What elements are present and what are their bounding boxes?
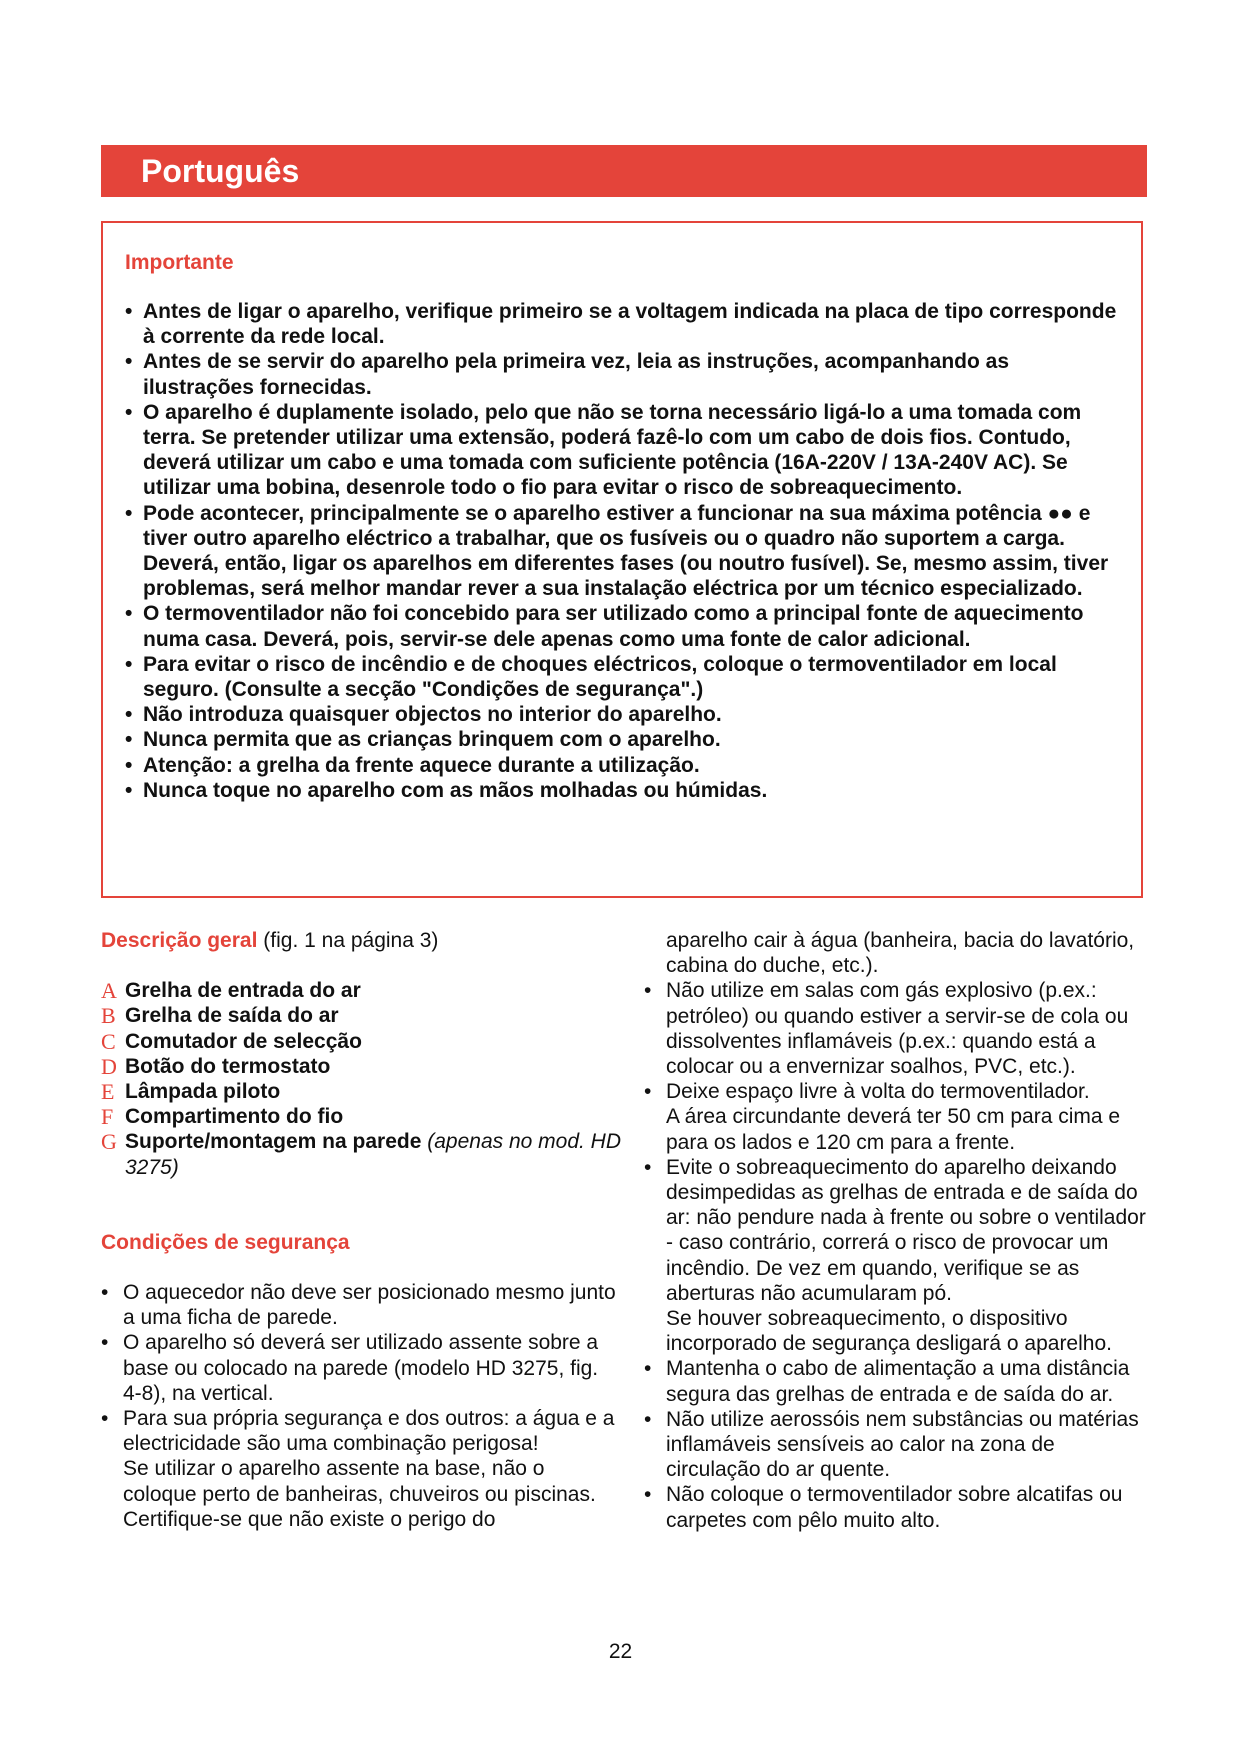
- safety-list-left: [101, 1280, 621, 1532]
- part-note: (apenas no mod. HD 3275): [125, 1130, 622, 1179]
- part-letter: B: [101, 1003, 116, 1029]
- part-item: [101, 1104, 621, 1129]
- parts-list: [101, 978, 621, 1180]
- part-label: Compartimento do fio: [125, 1105, 344, 1129]
- part-item: [101, 1079, 621, 1104]
- part-letter: A: [101, 978, 117, 1004]
- part-letter: G: [101, 1129, 117, 1155]
- description-title: Descrição geral: [101, 929, 258, 952]
- description-heading: [101, 928, 621, 953]
- important-item: • Antes de se servir do aparelho pela primeira vez, leia as instruções, acompanhando as ilustrações fornecidas.: [125, 349, 1125, 399]
- part-item: [101, 1054, 621, 1079]
- part-item: [101, 978, 621, 1003]
- safety-item: Se houver sobreaquecimento, o dispositivo incorporado de segurança desligará o aparelho.: [666, 1307, 1112, 1356]
- important-item: • Nunca permita que as crianças brinquem com o aparelho.: [125, 727, 1125, 752]
- important-item: • Nunca toque no aparelho com as mãos molhadas ou húmidas.: [125, 778, 1125, 803]
- part-label: Comutador de selecção: [125, 1029, 362, 1053]
- safety-title: Condições de segurança: [101, 1230, 350, 1254]
- part-label: Botão do termostato: [125, 1054, 331, 1078]
- safety-item: • Para sua própria segurança e dos outros: a água e a electricidade são uma combinação perigosa!: [101, 1406, 621, 1456]
- safety-item: aparelho cair à água (banheira, bacia do lavatório, cabina do duche, etc.).: [666, 929, 1135, 978]
- important-item: • Pode acontecer, principalmente se o aparelho estiver a funcionar na sua máxima potência ●● e tiver outro aparelho eléctrico a trabalhar, que os fusíveis ou o quadro não suportem a carga. Deverá, então, ligar os aparelhos em diferentes fases (ou noutro fusível). Se, mesmo assim, tiver problemas, será melhor mandar rever a sua instalação eléctrica por um técnico especializado.: [125, 501, 1125, 602]
- part-letter: C: [101, 1028, 116, 1054]
- important-item: • Atenção: a grelha da frente aquece durante a utilização.: [125, 753, 1125, 778]
- safety-item: • Deixe espaço livre à volta do termoventilador.: [644, 1079, 1149, 1104]
- important-box: [101, 221, 1143, 898]
- safety-item: • Evite o sobreaquecimento do aparelho deixando desimpedidas as grelhas de entrada e de saída do ar: não pendure nada à frente ou sobre o ventilador - caso contrário, correrá o risco de provocar um incêndio. De vez em quando, verifique se as aberturas não acumularam pó.: [644, 1155, 1149, 1306]
- part-letter: D: [101, 1053, 117, 1079]
- safety-item: Se utilizar o aparelho assente na base, não o coloque perto de banheiras, chuveiros ou piscinas.: [123, 1457, 596, 1506]
- important-title: Importante: [125, 251, 234, 274]
- safety-item: • O aparelho só deverá ser utilizado assente sobre a base ou colocado na parede (modelo HD 3275, fig. 4-8), na vertical.: [101, 1330, 621, 1406]
- safety-item: • Não utilize aerossóis nem substâncias ou matérias inflamáveis sensíveis ao calor na zona de circulação do ar quente.: [644, 1407, 1149, 1483]
- part-item: [101, 1003, 621, 1028]
- part-item: [101, 1029, 621, 1054]
- description-fig-ref: (fig. 1 na página 3): [263, 929, 439, 952]
- right-column: [644, 928, 1149, 1533]
- page-number: 22: [608, 1640, 633, 1663]
- safety-item: • Não coloque o termoventilador sobre alcatifas ou carpetes com pêlo muito alto.: [644, 1482, 1149, 1532]
- part-letter: F: [101, 1104, 114, 1130]
- safety-item: A área circundante deverá ter 50 cm para cima e para os lados e 120 cm para a frente.: [666, 1105, 1121, 1154]
- important-item: • Antes de ligar o aparelho, verifique primeiro se a voltagem indicada na placa de tipo corresponde à corrente da rede local.: [125, 299, 1125, 349]
- part-label: Grelha de saída do ar: [125, 1004, 339, 1028]
- part-label: Suporte/montagem na parede: [125, 1130, 422, 1154]
- important-item: • Para evitar o risco de incêndio e de choques eléctricos, coloque o termoventilador em local seguro. (Consulte a secção "Condições de segurança".): [125, 652, 1125, 702]
- safety-item: Certifique-se que não existe o perigo do: [123, 1507, 496, 1531]
- part-label: Lâmpada piloto: [125, 1080, 281, 1104]
- part-letter: E: [101, 1079, 115, 1105]
- safety-item: • Não utilize em salas com gás explosivo (p.ex.: petróleo) ou quando estiver a servir-se de cola ou dissolventes inflamáveis (p.ex.: quando está a colocar ou a envernizar soalhos, PVC, etc.).: [644, 978, 1149, 1079]
- part-item: [101, 1129, 621, 1179]
- important-item: • O aparelho é duplamente isolado, pelo que não se torna necessário ligá-lo a uma tomada com terra. Se pretender utilizar uma extensão, poderá fazê-lo com um cabo de dois fios. Contudo, deverá utilizar um cabo e uma tomada com suficiente potência (16A-220V / 13A-240V AC). Se utilizar uma bobina, desenrole todo o fio para evitar o risco de sobreaquecimento.: [125, 400, 1125, 501]
- part-label: Grelha de entrada do ar: [125, 979, 361, 1003]
- important-item: • Não introduza quaisquer objectos no interior do aparelho.: [125, 702, 1125, 727]
- safety-item: • O aquecedor não deve ser posicionado mesmo junto a uma ficha de parede.: [101, 1280, 621, 1330]
- safety-list-right: [644, 928, 1149, 1533]
- important-list: [125, 299, 1125, 803]
- important-item: • O termoventilador não foi concebido para ser utilizado como a principal fonte de aquecimento numa casa. Deverá, pois, servir-se dele apenas como uma fonte de calor adicional.: [125, 601, 1125, 651]
- safety-item: • Mantenha o cabo de alimentação a uma distância segura das grelhas de entrada e de saída do ar.: [644, 1356, 1149, 1406]
- header-title: Português: [141, 153, 300, 189]
- left-column: [101, 928, 621, 1532]
- language-header: [101, 145, 1147, 197]
